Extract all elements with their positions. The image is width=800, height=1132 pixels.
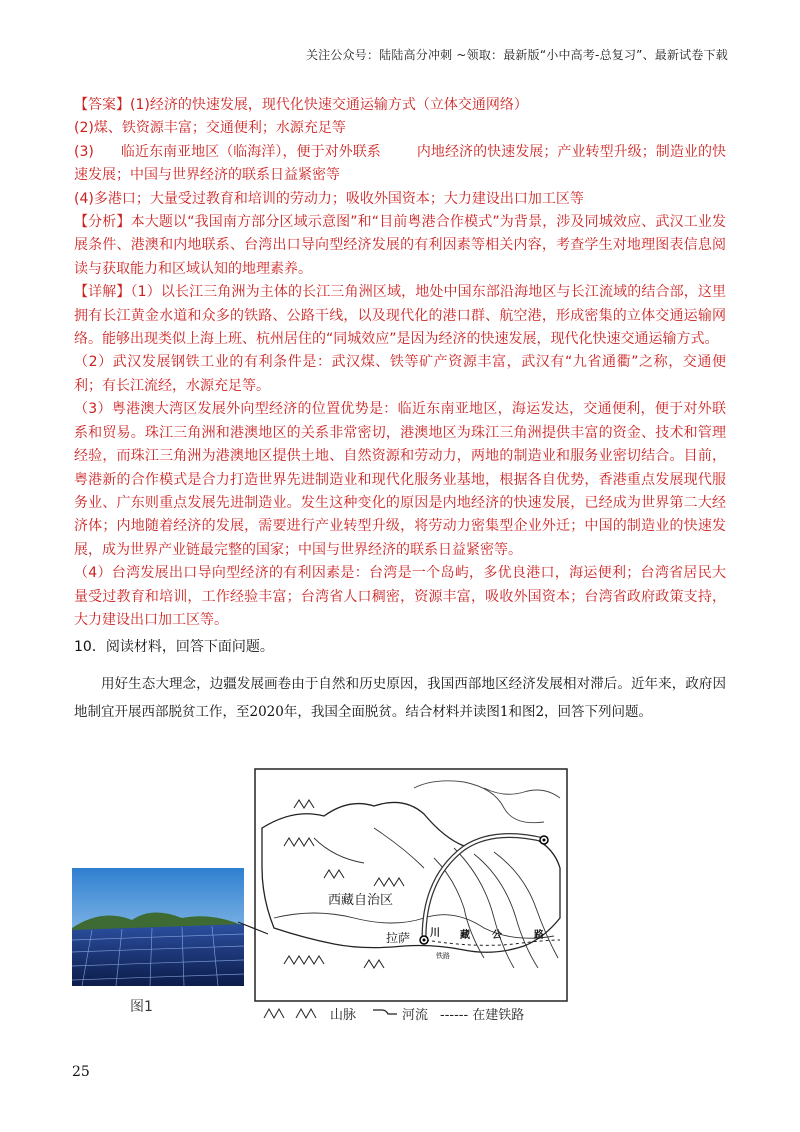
detail-paragraph-2: （2）武汉发展钢铁工业的有利条件是：武汉煤、铁等矿产资源丰富，武汉有“九省通衢”之称，交通便利；有长江流经，水源充足等。	[74, 354, 726, 394]
answer-line-4: (4)多港口；大量受过教育和培训的劳动力；吸收外国资本；大力建设出口加工区等	[74, 190, 584, 207]
analysis-label: 【分析】	[74, 214, 131, 231]
legend-river: 河流	[402, 1008, 429, 1023]
answer-line-1: 【答案】(1)经济的快速发展，现代化快速交通运输方式（立体交通网络）	[74, 97, 528, 113]
figure-1-caption: 图1	[130, 999, 153, 1015]
tibet-map	[254, 768, 568, 1002]
page-header: 关注公众号：陆陆高分冲刺 ~领取：最新版“小中高考-总复习”、最新试卷下载	[305, 48, 728, 62]
rail-small-label: 铁路	[436, 952, 450, 960]
road-char-2: 藏	[460, 930, 470, 941]
detail-paragraph-1: 【详解】（1）以长江三角洲为主体的长江三角洲区域，地处中国东部沿海地区与长江流域的结合部，这里拥有长江黄金水道和众多的铁路、公路干线，以及现代化的港口群、航空港，形成密集的立体交通运输网络。能够出现类似上海上班、杭州居住的“同城效应”是因为经济的快速发展，现代化快速交通运输方式。	[74, 284, 726, 348]
detail-paragraph-4: （4）台湾发展出口导向型经济的有利因素是：台湾是一个岛屿，多优良港口，海运便利；台湾省居民大量受过教育和培训，工作经验丰富；台湾省人口稠密，资源丰富，吸收外国资本；台湾省政府政策支持，大力建设出口加工区等。	[74, 565, 726, 628]
lhasa-label: 拉萨	[386, 931, 411, 945]
solar-panel-photo	[72, 868, 244, 986]
photo-callout-line	[238, 920, 268, 940]
question-10-title: 10．阅读材料，回答下面问题。	[74, 639, 274, 656]
analysis-paragraph: 【分析】本大题以“我国南方部分区域示意图”和“目前粤港合作模式”为背景，涉及同城效应、武汉工业发展条件、港澳和内地联系、台湾出口导向型经济发展的有利因素等相关内容，考查学生对地理图表信息阅读与获取能力和区域认知的地理素养。	[74, 214, 727, 277]
detail-paragraph-3: （3）粤港澳大湾区发展外向型经济的位置优势是：临近东南亚地区，海运发达，交通便利，便于对外联系和贸易。珠江三角洲和港澳地区的关系非常密切，港澳地区为珠江三角洲提供丰富的资金、技术和管理经验，而珠江三角洲为港澳地区提供土地、自然资源和劳动力，两地的制造业和服务业密切结合。目前，粤港新的合作模式是合力打造世界先进制造业和现代化服务业基地，根据各自优势，香港重点发展现代服务业、广东则重点发展先进制造业。发生这种变化的原因是内地经济的快速发展，已经成为世界第二大经济体；内地随着经济的发展，需要进行产业转型升级，将劳动力密集型企业外迁；中国的制造业的快速发展，成为世界产业链最完整的国家；中国与世界经济的联系日益紧密等。	[74, 401, 726, 558]
page-number: 25	[72, 1064, 90, 1080]
region-label: 西藏自治区	[328, 893, 394, 908]
page-content	[74, 94, 726, 740]
question-10-material: 用好生态大理念，边疆发展画卷由于自然和历史原因，我国西部地区经济发展相对滞后。近年来，政府因地制宜开展西部脱贫工作，至2020年，我国全面脱贫。结合材料并读图1和图2，回答下列问题。	[74, 676, 726, 721]
mountain-legend-icon	[262, 1006, 324, 1020]
answer-label: 【答案】	[74, 97, 130, 113]
legend-mountain: 山脉	[330, 1008, 357, 1023]
road-char-4: 路	[534, 930, 544, 941]
detail-label: 【详解】	[74, 284, 131, 301]
map-legend	[262, 1004, 582, 1024]
answer-line-2: (2)煤、铁资源丰富；交通便利；水源充足等	[74, 120, 346, 137]
road-char-1: 川	[430, 928, 440, 939]
legend-rail: ------ 在建铁路	[440, 1008, 525, 1023]
answer-line-3: (3) 临近东南亚地区（临海洋），便于对外联系 内地经济的快速发展；产业转型升级；制造业的快速发展；中国与世界经济的联系日益紧密等	[74, 143, 726, 184]
river-legend-icon	[372, 1007, 398, 1019]
road-char-3: 公	[492, 930, 502, 941]
